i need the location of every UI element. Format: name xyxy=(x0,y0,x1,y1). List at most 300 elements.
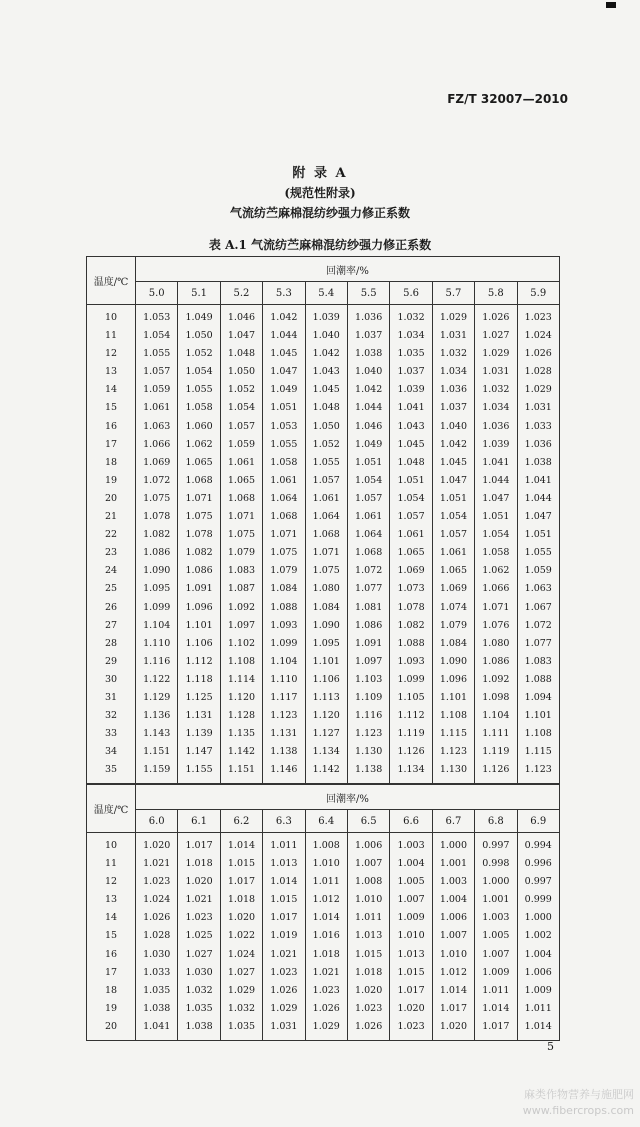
coefficient-cell: 1.027 xyxy=(475,327,517,345)
coefficient-cell: 1.128 xyxy=(220,707,262,725)
coefficient-cell: 1.068 xyxy=(220,490,262,508)
coefficient-cell: 1.000 xyxy=(475,873,517,891)
table-row xyxy=(87,653,560,671)
coefficient-cell: 1.027 xyxy=(220,964,262,982)
coefficient-cell: 1.011 xyxy=(475,982,517,1000)
coefficient-cell: 1.101 xyxy=(432,689,474,707)
coefficient-cell: 1.046 xyxy=(347,418,389,436)
coefficient-cell: 1.134 xyxy=(390,761,432,784)
table-row xyxy=(87,873,560,891)
coefficient-cell: 1.038 xyxy=(136,1000,178,1018)
table-row xyxy=(87,399,560,417)
coefficient-cell: 1.032 xyxy=(432,345,474,363)
coefficient-cell: 1.011 xyxy=(263,833,305,856)
coefficient-cell: 1.106 xyxy=(178,635,220,653)
temperature-cell: 20 xyxy=(87,1018,136,1041)
coefficient-cell: 1.031 xyxy=(432,327,474,345)
coefficient-cell: 1.045 xyxy=(390,436,432,454)
coefficient-cell: 1.003 xyxy=(390,833,432,856)
coefficient-cell: 1.039 xyxy=(305,305,347,328)
coefficient-cell: 1.129 xyxy=(136,689,178,707)
coefficient-cell: 1.034 xyxy=(390,327,432,345)
coefficient-cell: 1.048 xyxy=(305,399,347,417)
coefficient-cell: 1.136 xyxy=(136,707,178,725)
coefficient-cell: 1.029 xyxy=(475,345,517,363)
coefficient-cell: 1.062 xyxy=(178,436,220,454)
coefficient-cell: 1.023 xyxy=(136,873,178,891)
table-row xyxy=(87,671,560,689)
coefficient-cell: 1.068 xyxy=(305,526,347,544)
coefficient-cell: 1.065 xyxy=(432,562,474,580)
coefficient-cell: 1.066 xyxy=(136,436,178,454)
temperature-cell: 18 xyxy=(87,454,136,472)
table-row xyxy=(87,454,560,472)
coefficient-cell: 1.104 xyxy=(475,707,517,725)
temperature-cell: 11 xyxy=(87,327,136,345)
coefficient-cell: 1.013 xyxy=(347,927,389,945)
coefficient-cell: 1.114 xyxy=(220,671,262,689)
coefficient-cell: 1.031 xyxy=(517,399,559,417)
coefficient-cell: 1.094 xyxy=(517,689,559,707)
coefficient-cell: 0.997 xyxy=(517,873,559,891)
coefficient-cell: 1.072 xyxy=(517,617,559,635)
coefficient-cell: 1.084 xyxy=(263,580,305,598)
coefficient-cell: 1.021 xyxy=(178,891,220,909)
temperature-cell: 12 xyxy=(87,873,136,891)
coefficient-cell: 1.075 xyxy=(263,544,305,562)
coefficient-cell: 1.007 xyxy=(347,855,389,873)
regain-column-header: 5.0 xyxy=(136,282,178,305)
coefficient-cell: 1.065 xyxy=(178,454,220,472)
coefficient-cell: 1.032 xyxy=(475,381,517,399)
coefficient-cell: 1.142 xyxy=(305,761,347,784)
coefficient-cell: 1.028 xyxy=(136,927,178,945)
coefficient-cell: 1.020 xyxy=(136,833,178,856)
temperature-cell: 28 xyxy=(87,635,136,653)
coefficient-cell: 1.088 xyxy=(263,599,305,617)
coefficient-cell: 1.054 xyxy=(347,472,389,490)
coefficient-cell: 1.052 xyxy=(305,436,347,454)
coefficient-cell: 1.110 xyxy=(263,671,305,689)
coefficient-cell: 1.061 xyxy=(136,399,178,417)
coefficient-cell: 1.098 xyxy=(475,689,517,707)
temperature-cell: 19 xyxy=(87,1000,136,1018)
coefficient-cell: 1.159 xyxy=(136,761,178,784)
coefficient-cell: 1.025 xyxy=(178,927,220,945)
coefficient-cell: 1.146 xyxy=(263,761,305,784)
coefficient-cell: 1.072 xyxy=(347,562,389,580)
temperature-cell: 13 xyxy=(87,891,136,909)
regain-column-header: 5.9 xyxy=(517,282,559,305)
coefficient-cell: 1.020 xyxy=(432,1018,474,1041)
temperature-cell: 17 xyxy=(87,436,136,454)
coefficient-cell: 1.003 xyxy=(432,873,474,891)
coefficient-cell: 1.117 xyxy=(263,689,305,707)
temperature-cell: 14 xyxy=(87,909,136,927)
coefficient-cell: 1.035 xyxy=(390,345,432,363)
coefficient-cell: 1.051 xyxy=(263,399,305,417)
table-row xyxy=(87,381,560,399)
coefficient-cell: 1.052 xyxy=(178,345,220,363)
regain-header: 回潮率/% xyxy=(136,785,560,810)
coefficient-cell: 1.026 xyxy=(136,909,178,927)
coefficient-cell: 1.004 xyxy=(432,891,474,909)
coefficient-cell: 1.026 xyxy=(517,345,559,363)
temperature-cell: 10 xyxy=(87,305,136,328)
coefficient-cell: 1.054 xyxy=(136,327,178,345)
coefficient-cell: 1.076 xyxy=(475,617,517,635)
coefficient-cell: 1.035 xyxy=(220,1018,262,1041)
coefficient-cell: 1.151 xyxy=(220,761,262,784)
coefficient-cell: 1.027 xyxy=(178,946,220,964)
coefficient-cell: 1.044 xyxy=(475,472,517,490)
coefficient-cell: 1.075 xyxy=(178,508,220,526)
regain-column-header: 5.3 xyxy=(263,282,305,305)
coefficient-cell: 1.086 xyxy=(178,562,220,580)
coefficient-cell: 1.004 xyxy=(390,855,432,873)
coefficient-cell: 1.123 xyxy=(517,761,559,784)
coefficient-cell: 1.054 xyxy=(432,508,474,526)
coefficient-cell: 1.075 xyxy=(305,562,347,580)
temperature-cell: 29 xyxy=(87,653,136,671)
coefficient-cell: 1.036 xyxy=(432,381,474,399)
coefficient-cell: 1.024 xyxy=(220,946,262,964)
coefficient-cell: 1.099 xyxy=(136,599,178,617)
coefficient-cell: 1.039 xyxy=(390,381,432,399)
temperature-cell: 27 xyxy=(87,617,136,635)
table-row xyxy=(87,635,560,653)
coefficient-cell: 1.021 xyxy=(136,855,178,873)
coefficient-cell: 1.014 xyxy=(263,873,305,891)
coefficient-cell: 1.131 xyxy=(178,707,220,725)
coefficient-cell: 1.011 xyxy=(305,873,347,891)
coefficient-cell: 1.009 xyxy=(517,982,559,1000)
page-number: 5 xyxy=(547,1040,554,1053)
regain-column-header: 5.2 xyxy=(220,282,262,305)
coefficient-cell: 1.022 xyxy=(220,927,262,945)
coefficient-cell: 1.065 xyxy=(390,544,432,562)
coefficient-cell: 1.057 xyxy=(432,526,474,544)
regain-columns xyxy=(87,810,560,833)
coefficient-cell: 1.048 xyxy=(220,345,262,363)
coefficient-cell: 1.068 xyxy=(263,508,305,526)
coefficient-cell: 1.006 xyxy=(432,909,474,927)
coefficient-cell: 1.122 xyxy=(136,671,178,689)
coefficient-cell: 1.011 xyxy=(347,909,389,927)
coefficient-cell: 1.109 xyxy=(347,689,389,707)
coefficient-cell: 1.035 xyxy=(178,1000,220,1018)
coefficient-cell: 1.061 xyxy=(220,454,262,472)
coefficient-cell: 1.032 xyxy=(390,305,432,328)
coefficient-cell: 1.073 xyxy=(390,580,432,598)
coefficient-cell: 1.055 xyxy=(305,454,347,472)
coefficient-cell: 1.015 xyxy=(263,891,305,909)
coefficient-cell: 1.042 xyxy=(263,305,305,328)
coefficient-cell: 1.044 xyxy=(347,399,389,417)
temperature-cell: 22 xyxy=(87,526,136,544)
temperature-cell: 20 xyxy=(87,490,136,508)
coefficient-cell: 1.061 xyxy=(432,544,474,562)
temperature-cell: 15 xyxy=(87,927,136,945)
coefficient-cell: 1.057 xyxy=(136,363,178,381)
coefficient-cell: 1.013 xyxy=(263,855,305,873)
coefficient-cell: 1.127 xyxy=(305,725,347,743)
coefficient-cell: 1.071 xyxy=(475,599,517,617)
coefficient-cell: 1.080 xyxy=(475,635,517,653)
coefficient-cell: 1.086 xyxy=(347,617,389,635)
coefficient-cell: 1.105 xyxy=(390,689,432,707)
coefficient-cell: 1.095 xyxy=(136,580,178,598)
coefficient-cell: 1.071 xyxy=(305,544,347,562)
coefficient-cell: 1.051 xyxy=(432,490,474,508)
coefficient-cell: 1.088 xyxy=(517,671,559,689)
coefficient-cell: 1.014 xyxy=(305,909,347,927)
appendix-title: 附 录 A xyxy=(292,166,348,181)
coefficient-cell: 1.064 xyxy=(263,490,305,508)
coefficient-cell: 1.054 xyxy=(390,490,432,508)
standard-number: FZ/T 32007—2010 xyxy=(447,92,568,106)
regain-column-header: 5.8 xyxy=(475,282,517,305)
temperature-cell: 21 xyxy=(87,508,136,526)
coefficient-cell: 1.054 xyxy=(178,363,220,381)
coefficient-cell: 1.017 xyxy=(475,1018,517,1041)
regain-column-header: 6.0 xyxy=(136,810,178,833)
coefficient-cell: 1.040 xyxy=(305,327,347,345)
coefficient-cell: 1.019 xyxy=(263,927,305,945)
coefficient-cell: 1.047 xyxy=(517,508,559,526)
coefficient-cell: 1.009 xyxy=(390,909,432,927)
coefficient-cell: 1.042 xyxy=(305,345,347,363)
regain-column-header: 6.3 xyxy=(263,810,305,833)
coefficient-cell: 1.034 xyxy=(475,399,517,417)
coefficient-cell: 1.050 xyxy=(220,363,262,381)
table-row xyxy=(87,544,560,562)
table-row xyxy=(87,982,560,1000)
coefficient-cell: 1.037 xyxy=(390,363,432,381)
coefficient-cell: 1.071 xyxy=(178,490,220,508)
coefficient-cell: 1.049 xyxy=(263,381,305,399)
coefficient-cell: 1.059 xyxy=(136,381,178,399)
temperature-cell: 30 xyxy=(87,671,136,689)
table-row xyxy=(87,617,560,635)
coefficient-cell: 1.045 xyxy=(432,454,474,472)
coefficient-cell: 1.063 xyxy=(136,418,178,436)
coefficient-cell: 1.041 xyxy=(475,454,517,472)
coefficient-cell: 1.057 xyxy=(390,508,432,526)
coefficient-cell: 1.126 xyxy=(475,761,517,784)
regain-column-header: 6.9 xyxy=(517,810,559,833)
temperature-cell: 16 xyxy=(87,946,136,964)
temperature-cell: 19 xyxy=(87,472,136,490)
coefficient-cell: 1.092 xyxy=(475,671,517,689)
coefficient-cell: 1.018 xyxy=(305,946,347,964)
coefficient-cell: 1.010 xyxy=(432,946,474,964)
coefficient-cell: 1.036 xyxy=(517,436,559,454)
coefficient-cell: 0.996 xyxy=(517,855,559,873)
coefficient-cell: 1.021 xyxy=(263,946,305,964)
temperature-cell: 10 xyxy=(87,833,136,856)
table-row xyxy=(87,436,560,454)
coefficient-cell: 1.106 xyxy=(305,671,347,689)
coefficient-cell: 1.084 xyxy=(305,599,347,617)
coefficient-cell: 1.123 xyxy=(263,707,305,725)
coefficient-cell: 1.004 xyxy=(517,946,559,964)
coefficient-cell: 1.054 xyxy=(220,399,262,417)
coefficient-cell: 1.074 xyxy=(432,599,474,617)
coefficient-cell: 1.063 xyxy=(517,580,559,598)
watermark-text: 麻类作物营养与施肥网 xyxy=(524,1088,634,1101)
coefficient-cell: 1.097 xyxy=(347,653,389,671)
coefficient-cell: 1.126 xyxy=(390,743,432,761)
coefficient-cell: 1.023 xyxy=(305,982,347,1000)
coefficient-cell: 1.096 xyxy=(178,599,220,617)
coefficient-cell: 1.120 xyxy=(305,707,347,725)
coefficient-cell: 1.095 xyxy=(305,635,347,653)
table-row xyxy=(87,1018,560,1041)
appendix-subject: 气流纺苎麻棉混纺纱强力修正系数 xyxy=(229,206,410,220)
table-row xyxy=(87,689,560,707)
coefficient-cell: 1.064 xyxy=(305,508,347,526)
coefficient-cell: 1.072 xyxy=(136,472,178,490)
coefficient-cell: 1.068 xyxy=(347,544,389,562)
coefficient-cell: 1.104 xyxy=(263,653,305,671)
coefficient-cell: 1.031 xyxy=(263,1018,305,1041)
coefficient-cell: 1.042 xyxy=(432,436,474,454)
coefficient-cell: 1.016 xyxy=(305,927,347,945)
coefficient-cell: 1.036 xyxy=(475,418,517,436)
coefficient-cell: 1.079 xyxy=(263,562,305,580)
temperature-cell: 15 xyxy=(87,399,136,417)
coefficient-cell: 1.006 xyxy=(517,964,559,982)
coefficient-cell: 1.026 xyxy=(475,305,517,328)
coefficient-cell: 1.047 xyxy=(263,363,305,381)
coefficient-cell: 1.049 xyxy=(178,305,220,328)
coefficient-cell: 1.083 xyxy=(517,653,559,671)
coefficient-cell: 1.083 xyxy=(220,562,262,580)
temperature-cell: 14 xyxy=(87,381,136,399)
table-row xyxy=(87,562,560,580)
coefficient-cell: 1.055 xyxy=(517,544,559,562)
coefficient-cell: 1.023 xyxy=(517,305,559,328)
coefficient-cell: 1.118 xyxy=(178,671,220,689)
coefficient-cell: 1.086 xyxy=(136,544,178,562)
coefficient-cell: 1.032 xyxy=(220,1000,262,1018)
temperature-cell: 35 xyxy=(87,761,136,784)
coefficient-cell: 1.047 xyxy=(220,327,262,345)
coefficient-cell: 1.046 xyxy=(220,305,262,328)
coefficient-cell: 1.007 xyxy=(390,891,432,909)
coefficient-cell: 1.060 xyxy=(178,418,220,436)
table-row xyxy=(87,472,560,490)
coefficient-cell: 0.999 xyxy=(517,891,559,909)
coefficient-cell: 1.026 xyxy=(347,1018,389,1041)
coefficient-cell: 1.071 xyxy=(263,526,305,544)
coefficient-cell: 1.102 xyxy=(220,635,262,653)
coefficient-cell: 1.062 xyxy=(475,562,517,580)
coefficient-cell: 1.030 xyxy=(136,946,178,964)
table-row xyxy=(87,761,560,784)
coefficient-cell: 1.061 xyxy=(263,472,305,490)
temperature-header: 温度/℃ xyxy=(87,257,136,305)
coefficient-cell: 1.101 xyxy=(178,617,220,635)
coefficient-cell: 1.123 xyxy=(432,743,474,761)
table-row xyxy=(87,743,560,761)
coefficient-cell: 1.013 xyxy=(390,946,432,964)
coefficient-cell: 1.142 xyxy=(220,743,262,761)
temperature-cell: 11 xyxy=(87,855,136,873)
coefficient-cell: 1.059 xyxy=(220,436,262,454)
temperature-cell: 12 xyxy=(87,345,136,363)
coefficient-cell: 1.091 xyxy=(347,635,389,653)
coefficient-cell: 1.012 xyxy=(432,964,474,982)
coefficient-cell: 1.038 xyxy=(517,454,559,472)
coefficient-cell: 1.021 xyxy=(305,964,347,982)
coefficient-cell: 1.143 xyxy=(136,725,178,743)
coefficient-cell: 1.023 xyxy=(347,1000,389,1018)
coefficient-cell: 1.020 xyxy=(220,909,262,927)
coefficient-cell: 1.058 xyxy=(178,399,220,417)
regain-column-header: 5.5 xyxy=(347,282,389,305)
coefficient-cell: 1.120 xyxy=(220,689,262,707)
coefficient-cell: 1.044 xyxy=(517,490,559,508)
coefficient-cell: 1.061 xyxy=(347,508,389,526)
coefficient-cell: 1.055 xyxy=(263,436,305,454)
temperature-cell: 31 xyxy=(87,689,136,707)
coefficient-cell: 1.010 xyxy=(390,927,432,945)
temperature-cell: 23 xyxy=(87,544,136,562)
coefficient-cell: 1.052 xyxy=(220,381,262,399)
regain-column-header: 6.6 xyxy=(390,810,432,833)
coefficient-cell: 1.101 xyxy=(517,707,559,725)
table-body xyxy=(87,305,560,784)
table-row xyxy=(87,305,560,328)
coefficient-cell: 1.033 xyxy=(517,418,559,436)
temperature-cell: 33 xyxy=(87,725,136,743)
coefficient-cell: 1.090 xyxy=(136,562,178,580)
coefficient-cell: 1.064 xyxy=(347,526,389,544)
coefficient-cell: 1.015 xyxy=(220,855,262,873)
coefficient-cell: 1.151 xyxy=(136,743,178,761)
coefficient-cell: 1.008 xyxy=(347,873,389,891)
temperature-cell: 18 xyxy=(87,982,136,1000)
coefficient-cell: 1.003 xyxy=(475,909,517,927)
coefficient-cell: 1.044 xyxy=(263,327,305,345)
coefficient-cell: 1.082 xyxy=(136,526,178,544)
coefficient-cell: 1.096 xyxy=(432,671,474,689)
table-row xyxy=(87,327,560,345)
coefficient-cell: 1.069 xyxy=(390,562,432,580)
coefficient-cell: 1.006 xyxy=(347,833,389,856)
coefficient-cell: 1.055 xyxy=(136,345,178,363)
table-row xyxy=(87,909,560,927)
coefficient-cell: 1.045 xyxy=(305,381,347,399)
appendix-type: (规范性附录) xyxy=(284,186,356,200)
table-row xyxy=(87,891,560,909)
coefficient-cell: 1.043 xyxy=(390,418,432,436)
table-row xyxy=(87,964,560,982)
coefficient-cell: 1.057 xyxy=(305,472,347,490)
coefficient-cell: 0.994 xyxy=(517,833,559,856)
coefficient-cell: 1.050 xyxy=(305,418,347,436)
coefficient-cell: 1.067 xyxy=(517,599,559,617)
regain-column-header: 6.8 xyxy=(475,810,517,833)
coefficient-cell: 1.054 xyxy=(475,526,517,544)
coefficient-cell: 1.103 xyxy=(347,671,389,689)
coefficient-cell: 1.079 xyxy=(220,544,262,562)
coefficient-cell: 1.050 xyxy=(178,327,220,345)
coefficient-cell: 1.058 xyxy=(475,544,517,562)
coefficient-cell: 1.047 xyxy=(475,490,517,508)
